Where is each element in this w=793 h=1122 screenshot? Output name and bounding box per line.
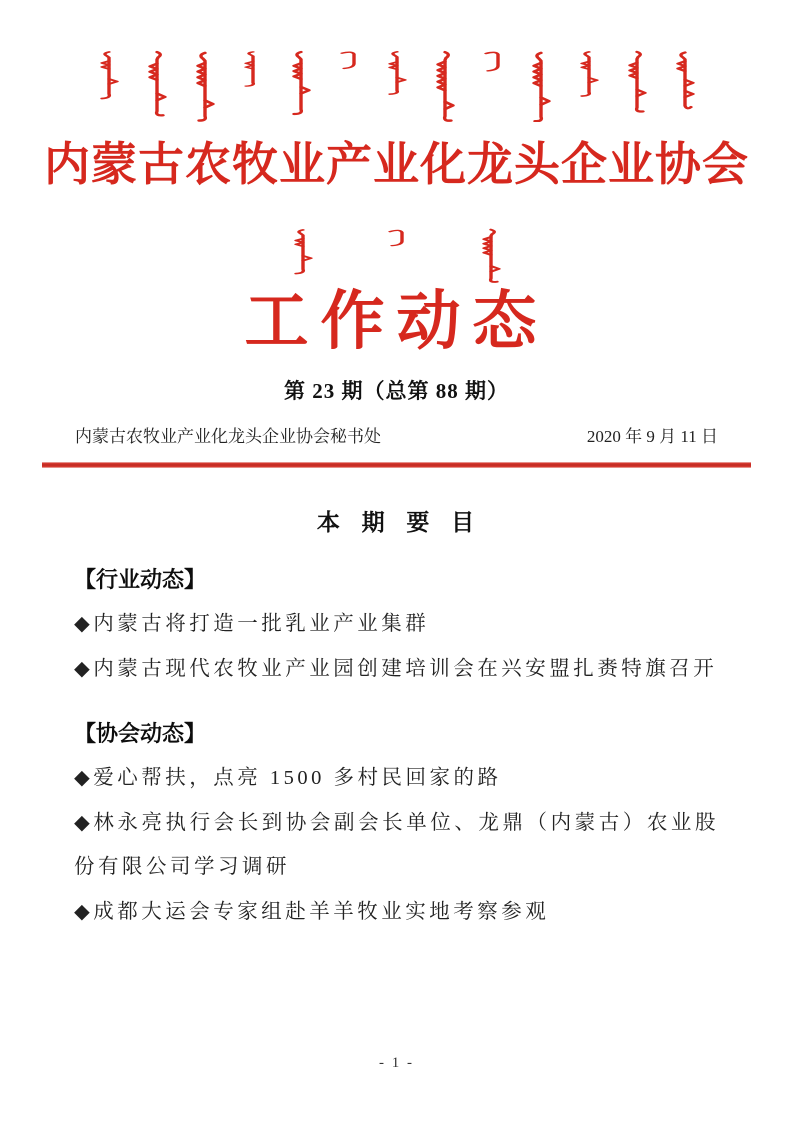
toc-item: ◆爱心帮扶，点亮 1500 多村民回家的路 <box>74 766 502 789</box>
mongolian-script-icon <box>338 50 360 74</box>
mongolian-script-icon <box>482 50 504 76</box>
mongolian-script-icon <box>194 50 216 122</box>
masthead-title: 工作动态 <box>244 285 549 357</box>
publication-date: 2020 年 9 月 11 日 <box>586 426 718 446</box>
page-number: - 1 - <box>379 1055 414 1071</box>
mongolian-script-icon <box>480 228 502 284</box>
toc-item: ◆内蒙古将打造一批乳业产业集群 <box>74 612 430 635</box>
table-of-contents <box>74 504 719 934</box>
toc-section-title-industry: 【行业动态】 <box>74 566 207 592</box>
mongolian-script-banner-top <box>0 50 793 126</box>
red-divider-rule <box>42 462 751 468</box>
publisher: 内蒙古农牧业产业化龙头企业协会秘书处 <box>75 426 381 446</box>
mongolian-script-icon <box>674 50 696 112</box>
mongolian-script-icon <box>434 50 456 122</box>
mongolian-script-icon <box>146 50 168 118</box>
org-title: 内蒙古农牧业产业化龙头企业协会 <box>44 139 749 190</box>
toc-header: 本 期 要 目 <box>316 509 477 535</box>
mongolian-script-icon <box>386 50 408 96</box>
mongolian-script-icon <box>290 50 312 116</box>
mongolian-script-icon <box>292 228 314 276</box>
mongolian-script-icon <box>626 50 648 114</box>
mongolian-script-banner-masthead <box>0 228 793 286</box>
toc-item: ◆内蒙古现代农牧业产业园创建培训会在兴安盟扎赉特旗召开 <box>74 657 718 680</box>
mongolian-script-icon <box>578 50 600 98</box>
mongolian-script-icon <box>242 50 264 88</box>
mongolian-script-icon <box>98 50 120 100</box>
publication-info-line <box>75 422 718 447</box>
mongolian-script-icon <box>530 50 552 122</box>
issue-number: 第 23 期（总第 88 期） <box>284 378 509 403</box>
toc-item: ◆成都大运会专家组赴羊羊牧业实地考察参观 <box>74 900 550 923</box>
mongolian-script-icon <box>386 228 408 250</box>
toc-item: ◆林永亮执行会长到协会副会长单位、龙鼎（内蒙古）农业股份有限公司学习调研 <box>74 811 719 878</box>
toc-section-title-association: 【协会动态】 <box>74 720 207 746</box>
